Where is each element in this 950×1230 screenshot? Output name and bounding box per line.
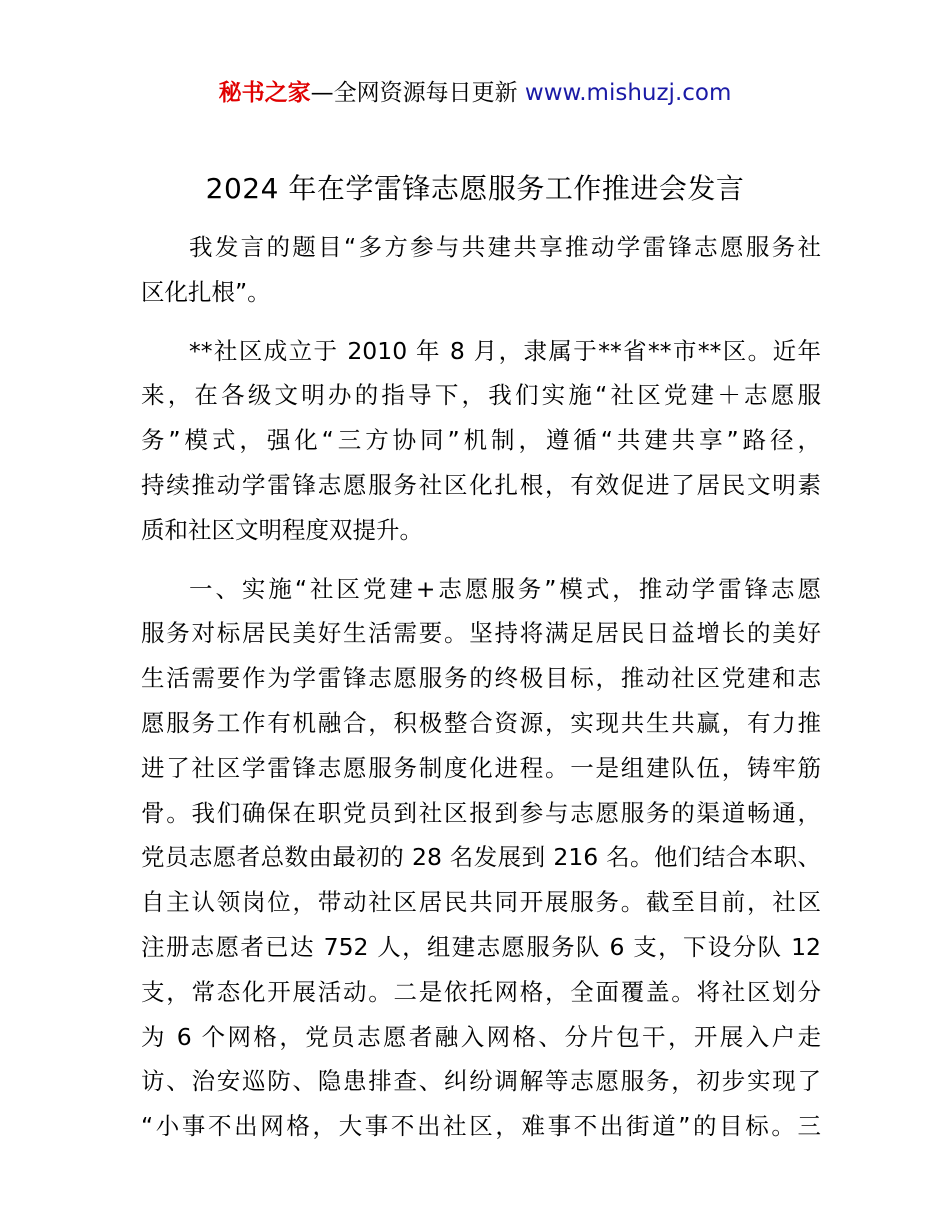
paragraph-3 bbox=[141, 567, 821, 1149]
document-title: 2024 年在学雷锋志愿服务工作推进会发言 bbox=[205, 172, 745, 205]
site-url-link[interactable]: www.mishuzj.com bbox=[524, 80, 732, 106]
text-line: 访、治安巡防、隐患排查、纠纷调解等志愿服务，初步实现了 bbox=[141, 1067, 821, 1096]
text-line: 质和社区文明程度双提升。 bbox=[141, 515, 423, 544]
site-header bbox=[0, 76, 950, 110]
header-slogan: —全网资源每日更新 bbox=[310, 80, 525, 106]
text-line: 进了社区学雷锋志愿服务制度化进程。一是组建队伍，铸牢筋 bbox=[141, 753, 821, 782]
text-line: 支，常态化开展活动。二是依托网格，全面覆盖。将社区划分 bbox=[141, 977, 821, 1006]
text-line: 服务对标居民美好生活需要。坚持将满足居民日益增长的美好 bbox=[141, 619, 821, 648]
paragraph-2 bbox=[141, 329, 821, 553]
text-line: **社区成立于 2010 年 8 月，隶属于**省**市**区。近年 bbox=[189, 336, 821, 365]
text-line: 党员志愿者总数由最初的 28 名发展到 216 名。他们结合本职、 bbox=[141, 843, 821, 872]
brand-name: 秘书之家 bbox=[218, 80, 311, 106]
text-line: 我发言的题目“多方参与共建共享推动学雷锋志愿服务社 bbox=[189, 233, 821, 261]
text-line: 来，在各级文明办的指导下，我们实施“社区党建＋志愿服 bbox=[141, 381, 821, 410]
text-line: 愿服务工作有机融合，积极整合资源，实现共生共赢，有力推 bbox=[141, 708, 821, 737]
text-line: “小事不出网格，大事不出社区，难事不出街道”的目标。三 bbox=[141, 1112, 821, 1141]
text-line: 骨。我们确保在职党员到社区报到参与志愿服务的渠道畅通， bbox=[141, 798, 821, 827]
text-line: 务”模式，强化“三方协同”机制，遵循“共建共享”路径， bbox=[141, 426, 821, 455]
text-line: 生活需要作为学雷锋志愿服务的终极目标，推动社区党建和志 bbox=[141, 664, 821, 693]
document-body bbox=[141, 225, 821, 1163]
text-line: 为 6 个网格，党员志愿者融入网格、分片包干，开展入户走 bbox=[141, 1022, 821, 1051]
text-line: 注册志愿者已达 752 人，组建志愿服务队 6 支，下设分队 12 bbox=[141, 932, 821, 961]
text-line: 区化扎根”。 bbox=[141, 277, 271, 306]
text-line: 一、实施“社区党建+志愿服务”模式，推动学雷锋志愿 bbox=[189, 574, 821, 603]
text-line: 持续推动学雷锋志愿服务社区化扎根，有效促进了居民文明素 bbox=[141, 470, 821, 499]
paragraph-1 bbox=[141, 225, 821, 315]
text-line: 自主认领岗位，带动社区居民共同开展服务。截至目前，社区 bbox=[141, 888, 821, 917]
